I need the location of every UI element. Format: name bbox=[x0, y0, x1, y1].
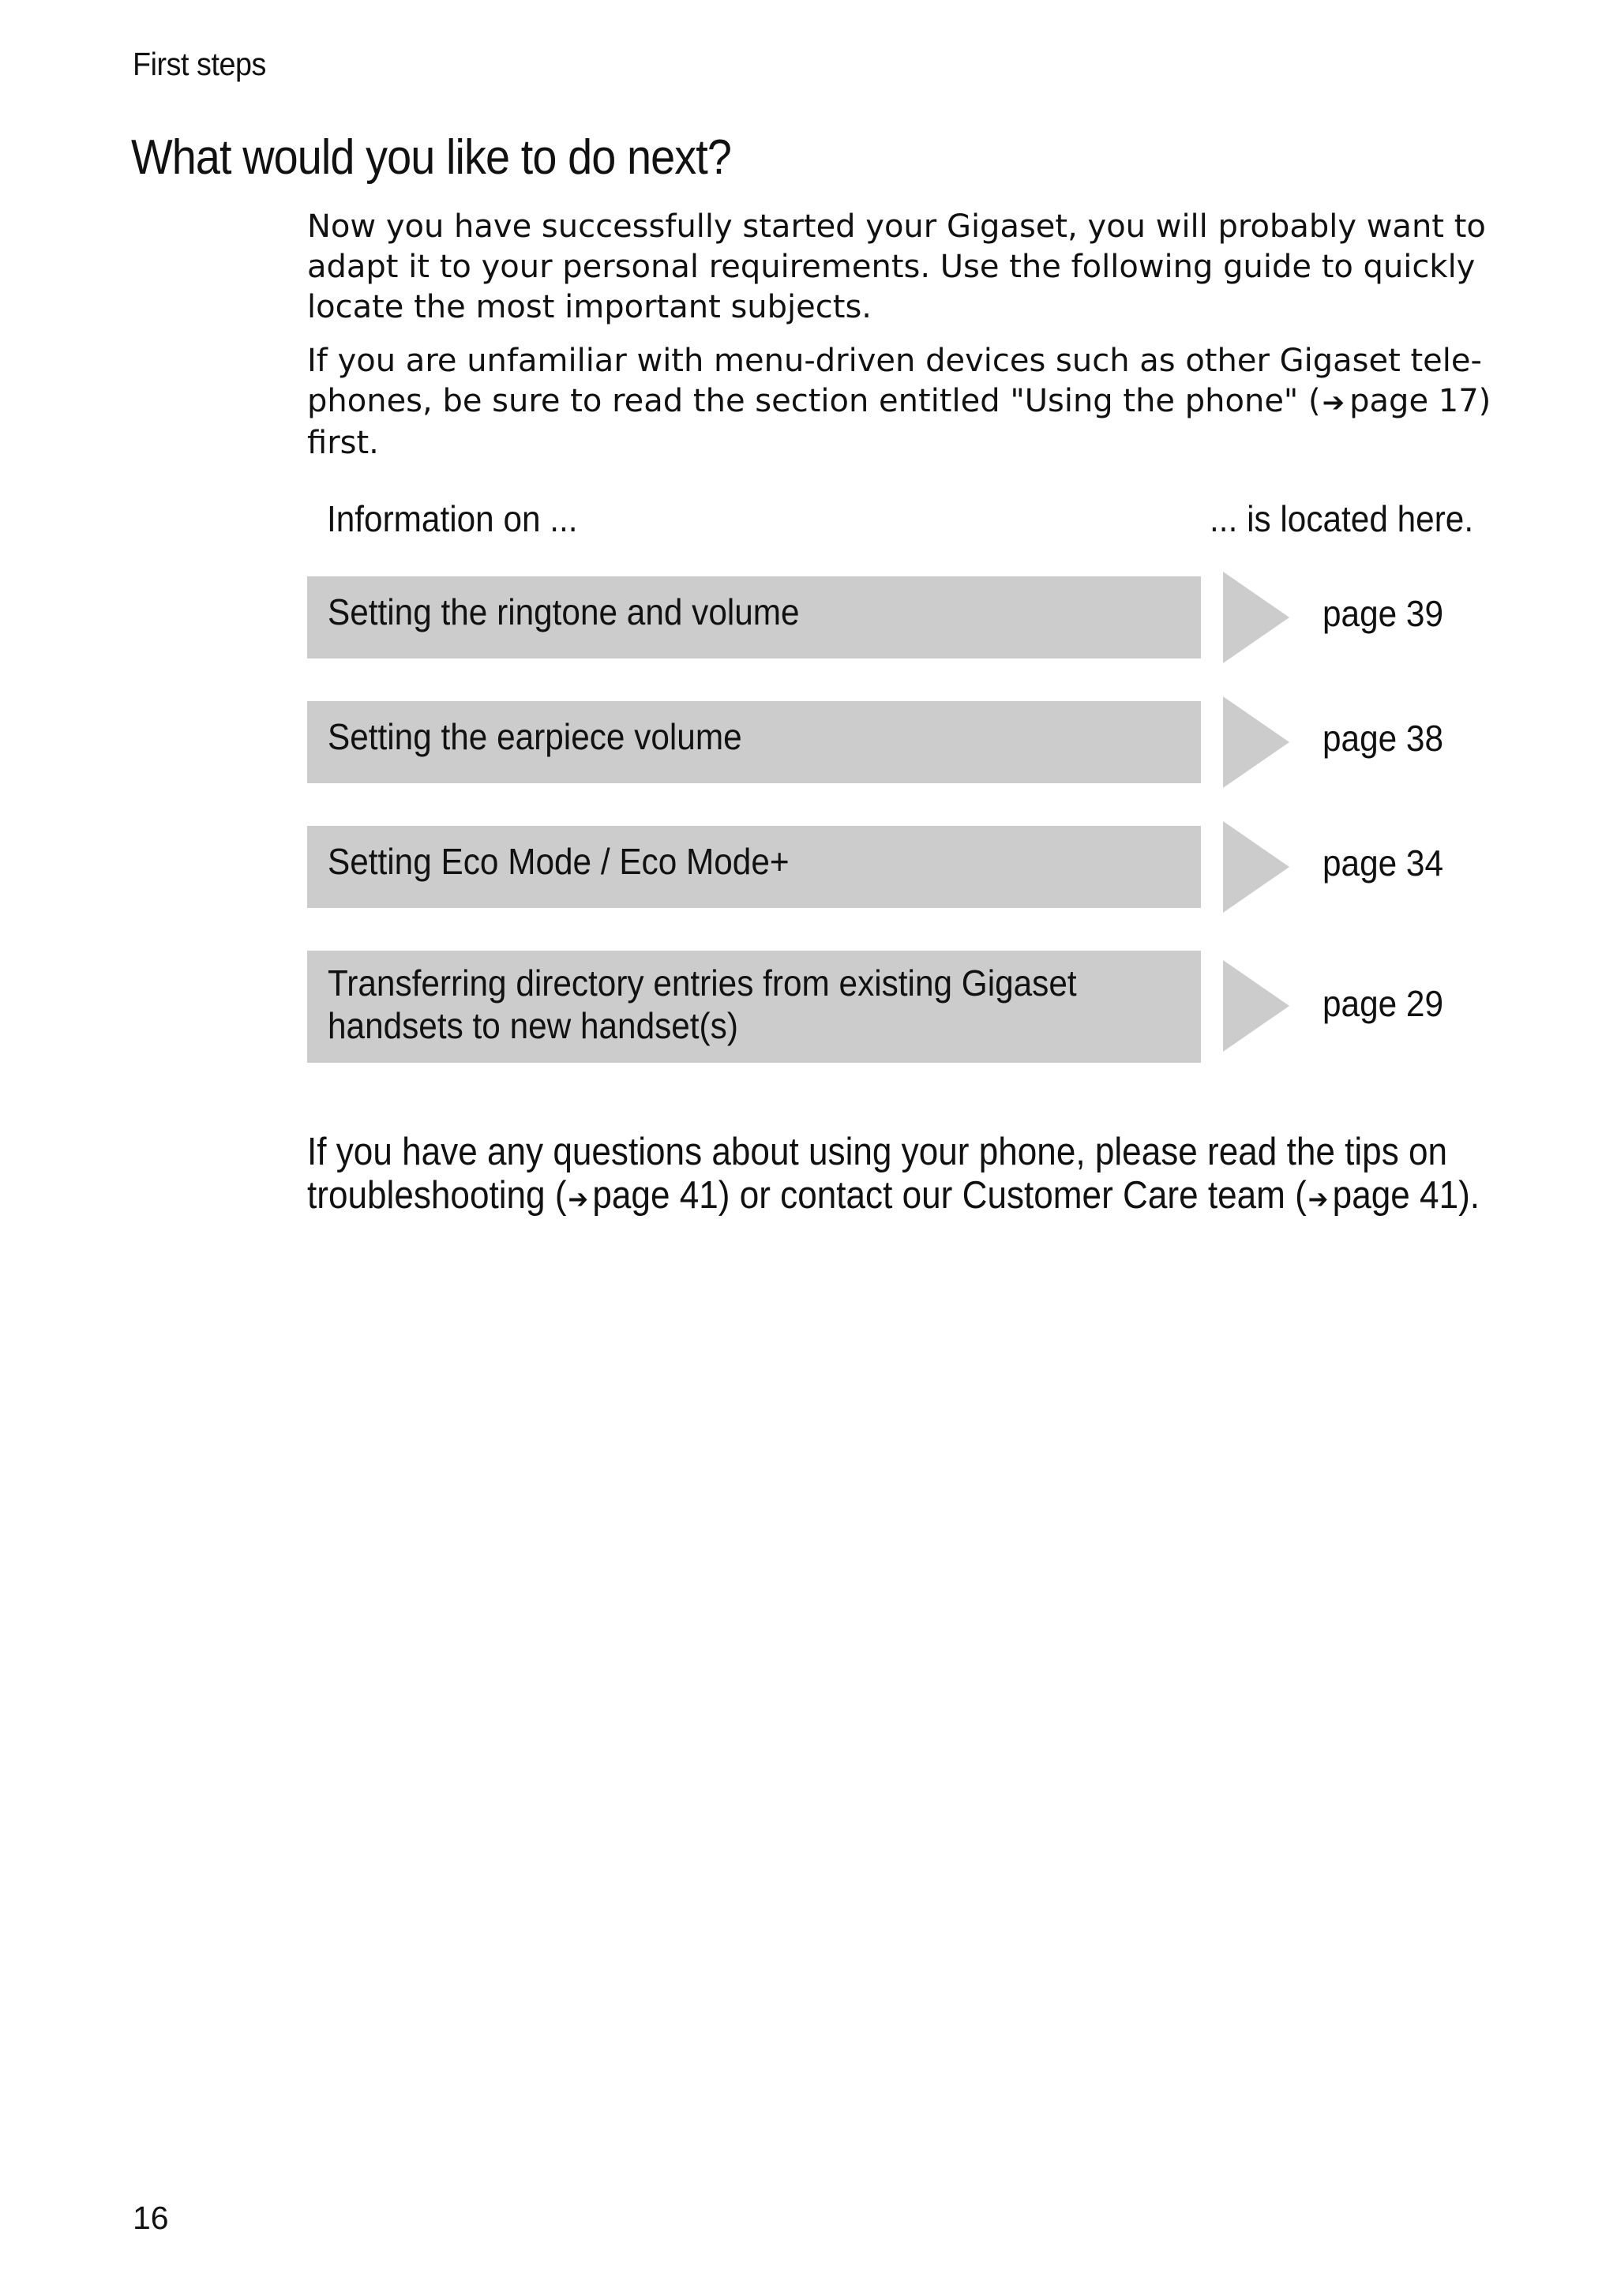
customer-care-page-link[interactable]: page 41 bbox=[1332, 1174, 1459, 1217]
intro-paragraph-2 bbox=[307, 341, 1491, 463]
page-number: 16 bbox=[133, 2200, 169, 2236]
topic-page-link[interactable]: page 34 bbox=[1322, 842, 1443, 884]
intro-paragraph-2-line-1: If you are unfamiliar with menu-driven devices such as other Gigaset tele- bbox=[307, 343, 1482, 379]
note-text: ) or contact our Customer Care team ( bbox=[718, 1174, 1307, 1217]
topic-page-link[interactable]: page 38 bbox=[1322, 718, 1443, 759]
arrow-right-icon: ➔ bbox=[568, 1184, 588, 1214]
table-header-right: ... is located here. bbox=[1209, 498, 1473, 539]
topic-label-line-2: handsets to new handset(s) bbox=[328, 1005, 738, 1046]
topic-box bbox=[307, 951, 1201, 1063]
note-line-1: If you have any questions about using your phone, please read the tips on bbox=[307, 1131, 1448, 1173]
note-line-2 bbox=[307, 1174, 1480, 1221]
page-title: What would you like to do next? bbox=[131, 130, 731, 185]
intro-paragraph-2-line-3: first. bbox=[307, 425, 379, 461]
topic-box bbox=[307, 826, 1201, 908]
topic-label: Setting the earpiece volume bbox=[328, 716, 742, 757]
topic-page-link[interactable]: page 39 bbox=[1322, 593, 1443, 634]
topic-box bbox=[307, 701, 1201, 783]
table-header-left: Information on ... bbox=[327, 498, 578, 539]
note-text: troubleshooting ( bbox=[307, 1174, 567, 1217]
troubleshooting-page-link[interactable]: page 41 bbox=[592, 1174, 718, 1217]
triangle-arrow-icon bbox=[1223, 821, 1289, 913]
arrow-right-icon: ➔ bbox=[1322, 387, 1345, 418]
topic-box bbox=[307, 576, 1201, 658]
topic-label-line-1: Transferring directory entries from existing Gigaset bbox=[328, 962, 1077, 1004]
triangle-arrow-icon bbox=[1223, 960, 1289, 1052]
troubleshooting-note bbox=[307, 1131, 1539, 1221]
running-head: First steps bbox=[133, 46, 266, 82]
triangle-arrow-icon bbox=[1223, 696, 1289, 788]
intro-paragraph-2-line-2: phones, be sure to read the section entitled "Using the phone" ( bbox=[307, 383, 1321, 419]
topic-page-link[interactable]: page 29 bbox=[1322, 983, 1443, 1024]
arrow-right-icon: ➔ bbox=[1307, 1184, 1329, 1214]
triangle-arrow-icon bbox=[1223, 572, 1289, 663]
page-17-link[interactable]: page 17) bbox=[1349, 383, 1491, 419]
topic-label: Setting the ringtone and volume bbox=[328, 591, 800, 632]
note-text: ). bbox=[1458, 1174, 1480, 1217]
topic-label: Setting Eco Mode / Eco Mode+ bbox=[328, 841, 790, 882]
intro-paragraph-1: Now you have successfully started your Gigaset, you will probably want to adapt it to your personal requirements. Use the following guide to quickly locate the most important subjects. bbox=[307, 208, 1486, 325]
